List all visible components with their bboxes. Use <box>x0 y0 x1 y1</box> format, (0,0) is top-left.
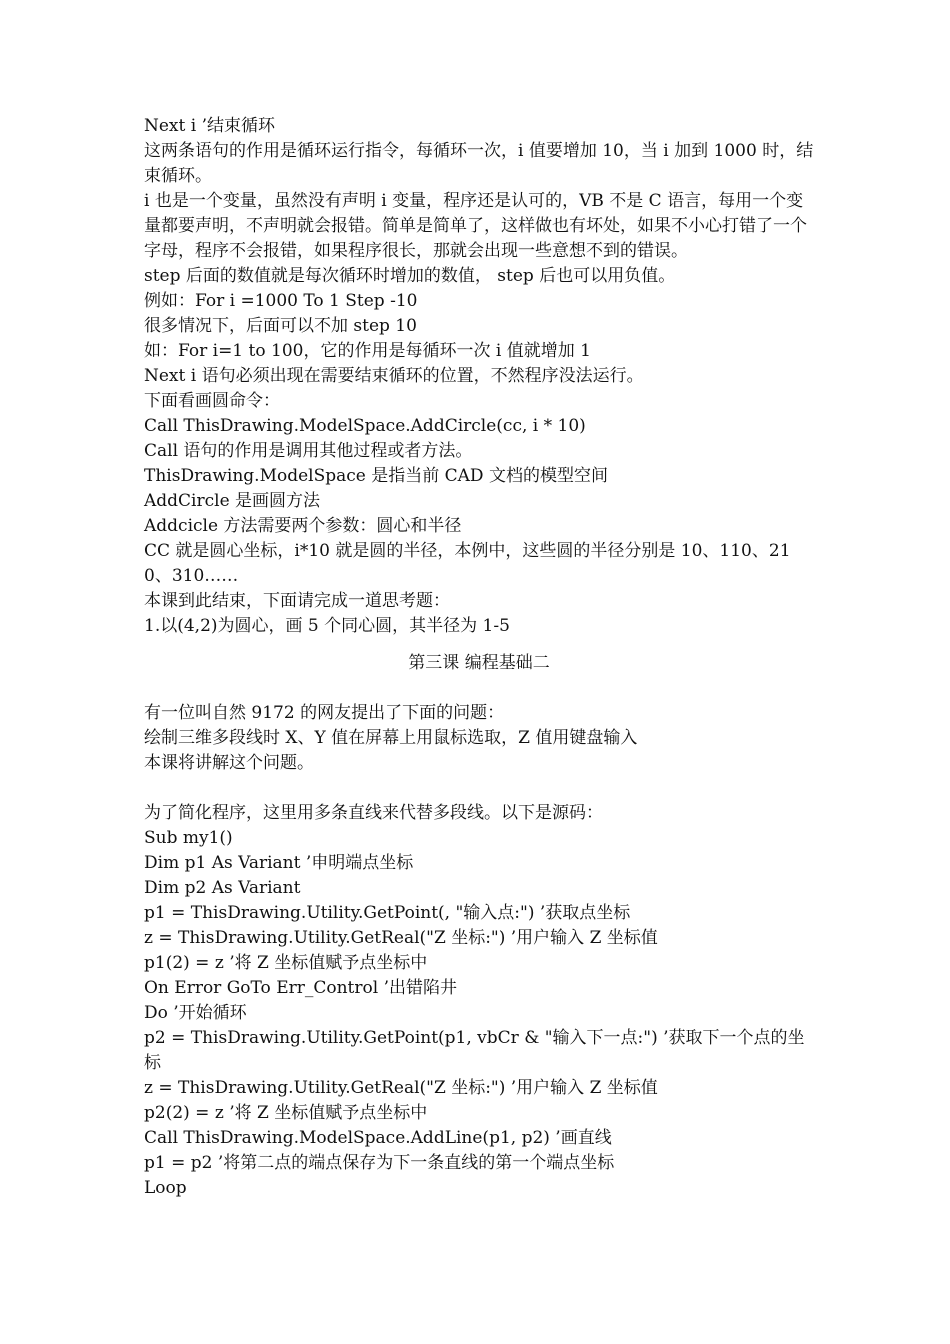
code-line: Loop <box>144 1178 187 1198</box>
text-line: 这两条语句的作用是循环运行指令，每循环一次，i 值要增加 10，当 i 加到 1000 时，结束循环。 <box>144 141 814 186</box>
text-line: Next i ’结束循环 <box>144 116 276 136</box>
code-line: p2 = ThisDrawing.Utility.GetPoint(p1, vbCr & "输入下一点:") ’获取下一个点的坐标 <box>144 1028 805 1073</box>
text-line: ThisDrawing.ModelSpace 是指当前 CAD 文档的模型空间 <box>144 466 608 486</box>
lesson-heading: 第三课 编程基础二 <box>408 653 550 673</box>
code-line: Call ThisDrawing.ModelSpace.AddCircle(cc, i * 10) <box>144 416 586 436</box>
text-line: 下面看画圆命令： <box>144 391 280 411</box>
text-line: 本课将讲解这个问题。 <box>144 753 314 773</box>
code-line: Dim p2 As Variant <box>144 878 301 898</box>
text-line: 为了简化程序，这里用多条直线来代替多段线。以下是源码： <box>144 803 603 823</box>
text-line: 很多情况下，后面可以不加 step 10 <box>144 316 417 336</box>
spacer <box>144 776 814 801</box>
text-line: 例如：For i =1000 To 1 Step -10 <box>144 291 418 311</box>
code-line: Dim p1 As Variant ’申明端点坐标 <box>144 853 414 873</box>
section-source-code <box>144 801 814 1201</box>
text-line: 绘制三维多段线时 X、Y 值在屏幕上用鼠标选取，Z 值用键盘输入 <box>144 728 638 748</box>
code-line: z = ThisDrawing.Utility.GetReal("Z 坐标:") ’用户输入 Z 坐标值 <box>144 928 658 948</box>
text-line: step 后面的数值就是每次循环时增加的数值， step 后也可以用负值。 <box>144 266 676 286</box>
section-question <box>144 701 814 776</box>
text-line: Next i 语句必须出现在需要结束循环的位置，不然程序没法运行。 <box>144 366 644 386</box>
section-loop-explanation <box>144 114 814 639</box>
spacer <box>144 689 814 701</box>
code-line: p1(2) = z ’将 Z 坐标值赋予点坐标中 <box>144 953 428 973</box>
code-line: z = ThisDrawing.Utility.GetReal("Z 坐标:") ’用户输入 Z 坐标值 <box>144 1078 658 1098</box>
text-line: AddCircle 是画圆方法 <box>144 491 321 511</box>
text-line: Addcicle 方法需要两个参数：圆心和半径 <box>144 516 462 536</box>
text-line: Call 语句的作用是调用其他过程或者方法。 <box>144 441 473 461</box>
code-line: On Error GoTo Err_Control ’出错陷井 <box>144 978 457 998</box>
code-line: Call ThisDrawing.ModelSpace.AddLine(p1, p2) ’画直线 <box>144 1128 612 1148</box>
text-line: CC 就是圆心坐标，i*10 就是圆的半径，本例中，这些圆的半径分别是 10、110、210、310…… <box>144 541 791 586</box>
text-line: 本课到此结束，下面请完成一道思考题： <box>144 591 450 611</box>
code-line: Sub my1() <box>144 828 233 848</box>
document-page <box>144 114 814 1201</box>
text-line: i 也是一个变量，虽然没有声明 i 变量，程序还是认可的，VB 不是 C 语言，每用一个变量都要声明，不声明就会报错。简单是简单了，这样做也有坏处，如果不小心打错了一个字母，程序不会报错，如果程序很长，那就会出现一些意想不到的错误。 <box>144 191 807 261</box>
text-line: 如：For i=1 to 100，它的作用是每循环一次 i 值就增加 1 <box>144 341 591 361</box>
code-line: p1 = ThisDrawing.Utility.GetPoint(, "输入点:") ’获取点坐标 <box>144 903 631 923</box>
code-line: p2(2) = z ’将 Z 坐标值赋予点坐标中 <box>144 1103 428 1123</box>
text-line: 有一位叫自然 9172 的网友提出了下面的问题： <box>144 703 505 723</box>
code-line: Do ’开始循环 <box>144 1003 247 1023</box>
code-line: p1 = p2 ’将第二点的端点保存为下一条直线的第一个端点坐标 <box>144 1153 615 1173</box>
text-line: 1.以(4,2)为圆心，画 5 个同心圆，其半径为 1-5 <box>144 616 510 636</box>
